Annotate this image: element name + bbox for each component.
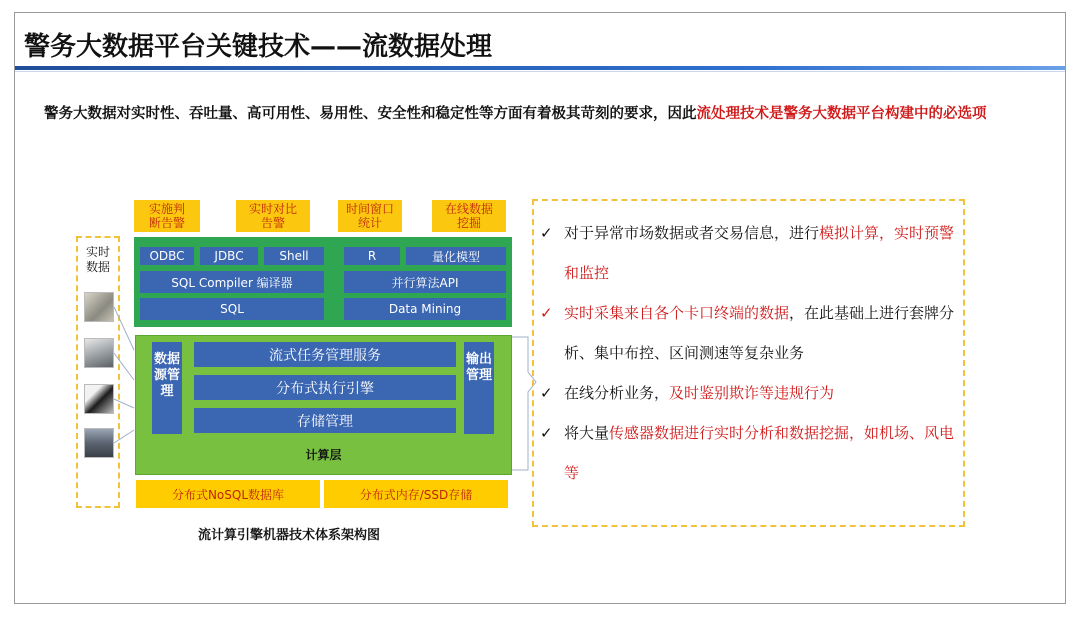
- bullet-text: 对于异常市场数据或者交易信息，进行: [564, 224, 820, 242]
- sql-compiler-block: SQL Compiler 编译器: [140, 271, 324, 293]
- intro-highlight: 流处理技术是警务大数据平台构建中的必选项: [696, 106, 987, 122]
- use-case-list: [540, 213, 960, 493]
- bullet-highlight: 及时鉴别欺诈等违规行为: [669, 384, 835, 402]
- data-mining-block: Data Mining: [344, 298, 506, 320]
- slide-title: 警务大数据平台关键技术——流数据处理: [24, 32, 493, 62]
- top-box-line: 告警: [260, 216, 285, 230]
- memory-ssd-block: 分布式内存/SSD存储: [324, 480, 508, 508]
- sql-block: SQL: [140, 298, 324, 320]
- quant-model-block: 量化模型: [406, 247, 506, 265]
- intro-text: 警务大数据对实时性、吞吐量、高可用性、易用性、安全性和稳定性等方面有着极其苛刻的要求，因此: [44, 106, 697, 122]
- top-box-line: 断告警: [148, 216, 185, 230]
- storage-management: 存储管理: [194, 408, 456, 433]
- output-mgmt: 输出管理: [464, 342, 494, 434]
- odbc-block: ODBC: [140, 247, 194, 265]
- check-icon: ✓: [540, 424, 553, 442]
- check-icon: ✓: [540, 384, 553, 402]
- top-box-line: 统计: [357, 216, 382, 230]
- use-case-item: [540, 293, 960, 373]
- nosql-db-block: 分布式NoSQL数据库: [136, 480, 320, 508]
- connector-line: [114, 430, 134, 443]
- bullet-highlight: 模拟计算，实时预警和监控: [564, 224, 955, 282]
- compute-layer-label: 计算层: [305, 448, 342, 462]
- top-box-time-window: [338, 200, 402, 232]
- connector-line: [114, 353, 134, 380]
- r-block: R: [344, 247, 400, 265]
- connector-line: [114, 399, 134, 408]
- data-source-mgmt: 数据源管理: [152, 342, 182, 434]
- bullet-highlight: 传感器数据进行实时分析和数据挖掘，如机场、风电等: [564, 424, 955, 482]
- check-icon: ✓: [540, 224, 553, 242]
- bullet-text: ，在此基础上进行套牌分析、集中布控、区间测速等复杂业务: [564, 304, 955, 362]
- realtime-label-line2: 数据: [85, 260, 110, 274]
- top-box-line: 在线数据: [444, 202, 493, 216]
- bullet-highlight: 实时采集来自各个卡口终端的数据: [564, 304, 790, 322]
- top-box-online-mining: [432, 200, 506, 232]
- bullet-text: 将大量: [564, 424, 610, 442]
- realtime-label-line1: 实时: [85, 245, 110, 259]
- use-case-item: [540, 213, 960, 293]
- top-box-line: 挖掘: [456, 216, 481, 230]
- top-box-line: 实时对比: [248, 202, 297, 216]
- parallel-api-block: 并行算法API: [344, 271, 506, 293]
- top-box-judge-alarm: [134, 200, 200, 232]
- use-case-item: [540, 373, 960, 413]
- top-box-line: 实施判: [148, 202, 185, 216]
- use-case-item: [540, 413, 960, 493]
- stream-task-service: 流式任务管理服务: [194, 342, 456, 367]
- diagram-caption: 流计算引擎机器技术体系架构图: [198, 528, 381, 543]
- connector-line: [114, 307, 134, 350]
- top-box-compare-alarm: [236, 200, 310, 232]
- distributed-engine: 分布式执行引擎: [194, 375, 456, 400]
- bullet-text: 在线分析业务，: [564, 384, 670, 402]
- shell-block: Shell: [264, 247, 324, 265]
- jdbc-block: JDBC: [200, 247, 258, 265]
- check-icon: ✓: [540, 304, 553, 322]
- top-box-line: 时间窗口: [345, 202, 394, 216]
